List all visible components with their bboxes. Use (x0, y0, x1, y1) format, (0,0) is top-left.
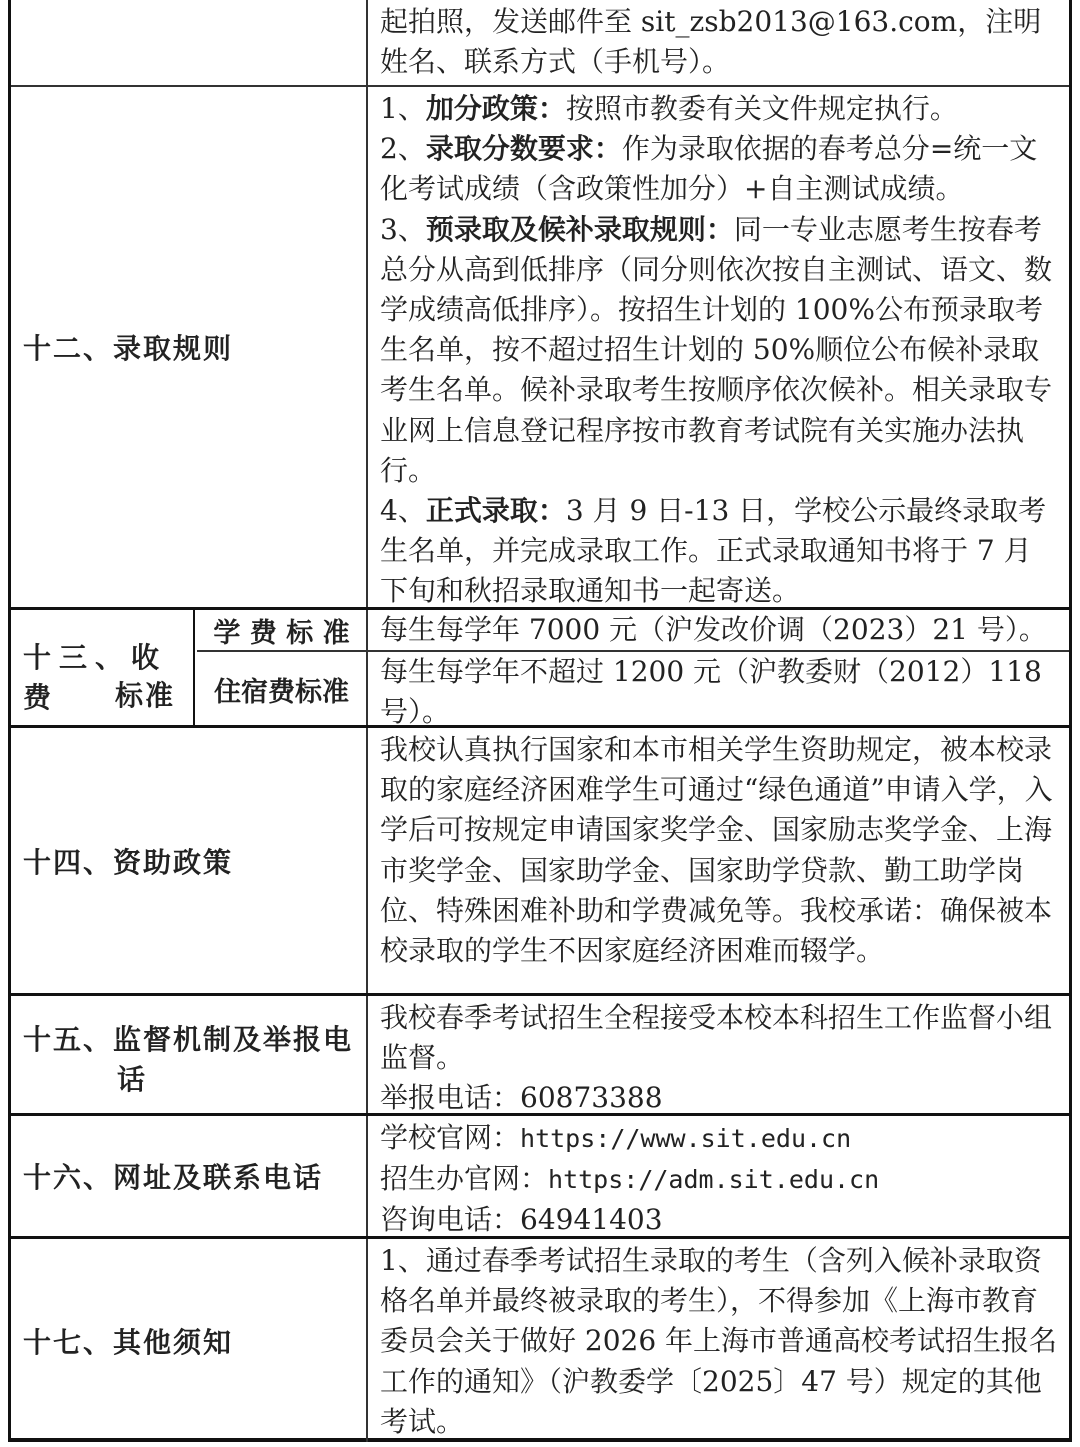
admissions-site-link[interactable]: https://adm.sit.edu.cn (548, 1165, 880, 1195)
rule-title: 正式录取： (425, 494, 566, 528)
supervision-text: 我校春季考试招生全程接受本校本科招生工作监督小组监督。 (380, 1001, 1053, 1075)
row-continuation (11, 0, 1069, 85)
row-label-admission-rules: 十二、录取规则 (11, 87, 368, 607)
row-label-empty (11, 0, 368, 85)
rule-text: 同一专业志愿考生按春考总分从高到低排序（同分则依次按自主测试、语文、数学成绩高低排序）。按招生计划的 100%公布预录取考生名单，按不超过招生计划的 50%顺位公布候补录取考生名单。候补录取考生按顺序依次候补。相关录取专业网上信息登记程序按市教育考试院有关实施办法执行。 (380, 212, 1053, 487)
rule-text: 3 月 9 日-13 日，学校公示最终录取考生名单，并完成录取工作。正式录取通知书将于 7 月下旬和秋招录取通知书一起寄送。 (380, 494, 1047, 608)
fee-label-line1: 十三、收费 (23, 641, 168, 714)
inquiry-phone-line (380, 1200, 1059, 1240)
text-line: 姓名、联系方式（手机号）。 (380, 45, 731, 79)
rule-title: 加分政策： (425, 92, 566, 125)
rule-item-1 (380, 89, 1059, 129)
row-label-supervision (11, 996, 368, 1113)
tuition-label: 学 费 标 准 (197, 610, 368, 650)
rule-num: 4、 (380, 494, 426, 528)
report-phone-number: 60873388 (520, 1081, 663, 1115)
inquiry-phone-number: 64941403 (520, 1203, 663, 1237)
admissions-table (8, 0, 1072, 1442)
inquiry-phone-label: 咨询电话： (380, 1203, 521, 1237)
rule-item-3 (380, 210, 1059, 491)
accommodation-label: 住宿费标准 (197, 652, 368, 726)
fee-label-line2: 标准 (115, 679, 176, 712)
tuition-text: 每生每学年 7000 元（沪发改价调（2023）21 号）。 (380, 613, 1047, 646)
row-content-supervision (370, 996, 1069, 1113)
rule-num: 1、 (380, 92, 426, 125)
fee-row-accommodation (197, 650, 1069, 729)
rule-text: 按照市教委有关文件规定执行。 (565, 92, 958, 125)
row-contact (11, 1113, 1069, 1236)
row-label-fee-standards (11, 610, 195, 725)
school-site-label: 学校官网： (380, 1121, 521, 1154)
row-label-contact: 十六、网址及联系电话 (11, 1116, 368, 1236)
supervision-label-line1: 十五、监督机制及举报电 (23, 1023, 354, 1056)
rule-item-2 (380, 129, 1059, 209)
accommodation-text: 每生每学年不超过 1200 元（沪教委财（2012）118 号）。 (380, 655, 1042, 729)
fee-row-tuition (197, 610, 1069, 650)
row-admission-rules (11, 85, 1069, 607)
school-site-line (380, 1118, 1059, 1159)
row-content-admission-rules (370, 87, 1069, 607)
row-content-financial-aid: 我校认真执行国家和本市相关学生资助规定，被本校录取的家庭经济困难学生可通过“绿色通道”申请入学，入学后可按规定申请国家奖学金、国家励志奖学金、上海市奖学金、国家助学金、国家助学贷款、勤工助学岗位、特殊困难补助和学费减免等。我校承诺：确保被本校录取的学生不因家庭经济困难而辍学。 (380, 733, 1053, 968)
row-content-continuation (370, 0, 1069, 85)
rule-num: 3、 (380, 212, 426, 246)
row-other-notes (11, 1236, 1069, 1442)
rule-item-4 (380, 491, 1059, 612)
rule-num: 2、 (380, 132, 426, 166)
rule-title: 预录取及候补录取规则： (425, 212, 734, 246)
row-financial-aid (11, 725, 1069, 993)
row-label-financial-aid: 十四、资助政策 (11, 728, 368, 993)
text-line: 起拍照，发送邮件至 sit_zsb2013@163.com，注明 (380, 5, 1042, 38)
school-site-link[interactable]: https://www.sit.edu.cn (520, 1124, 852, 1153)
report-phone-label: 举报电话： (380, 1081, 521, 1115)
row-content-contact (370, 1116, 1069, 1236)
admissions-site-line (380, 1159, 1059, 1200)
row-label-other-notes: 十七、其他须知 (11, 1239, 368, 1442)
supervision-label-line2: 话 (117, 1063, 148, 1096)
row-content-other-notes: 1、通过春季考试招生录取的考生（含列入候补录取资格名单并最终被录取的考生），不得参加《上海市教育委员会关于做好 2026 年上海市普通高校考试招生报名工作的通知》（沪教委学〔2025〕47 号）规定的其他考试。 (380, 1244, 1058, 1438)
admissions-site-label: 招生办官网： (380, 1162, 549, 1196)
rule-text: 作为录取依据的春考总分=统一文化考试成绩（含政策性加分）+自主测试成绩。 (380, 132, 1038, 206)
rule-title: 录取分数要求： (425, 132, 622, 166)
row-supervision (11, 993, 1069, 1113)
row-fee-standards (11, 607, 1069, 729)
